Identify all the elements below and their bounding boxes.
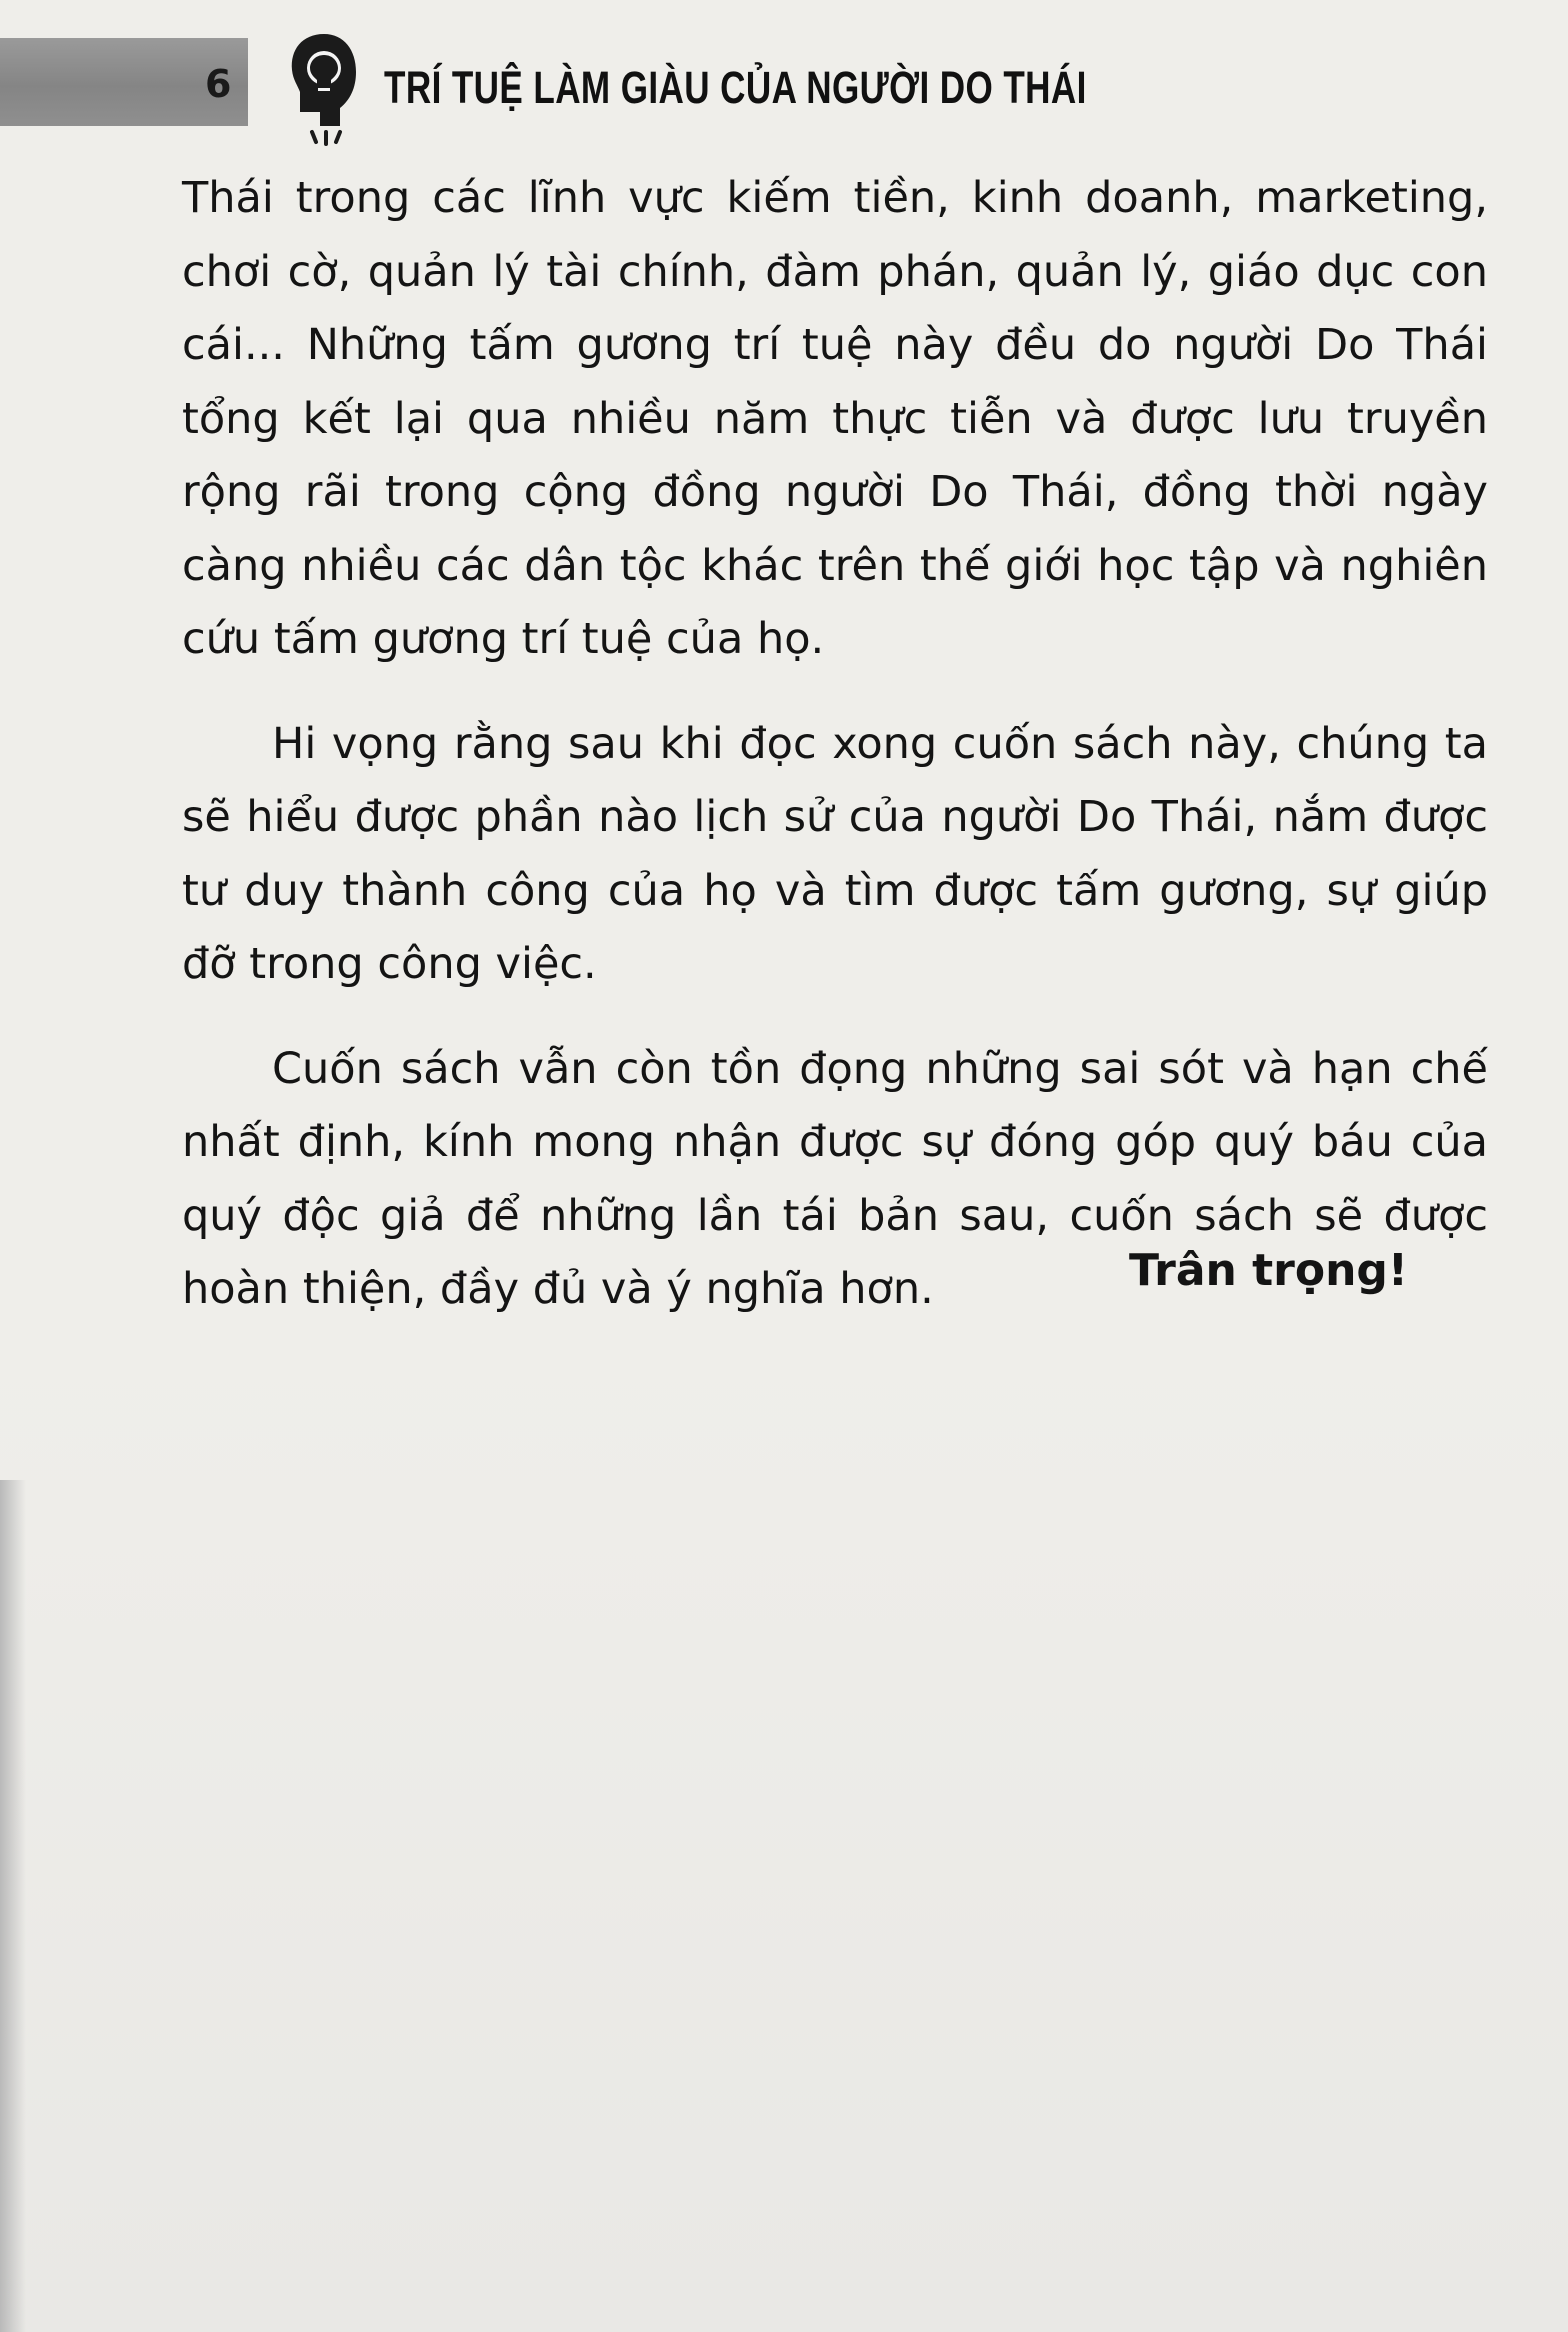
running-title: TRÍ TUỆ LÀM GIÀU CỦA NGƯỜI DO THÁI [384, 62, 1087, 113]
paragraph-1: Thái trong các lĩnh vực kiếm tiền, kinh doanh, marketing, chơi cờ, quản lý tài chính, đàm phán, quản lý, giáo dục con cái... Những tấm gương trí tuệ này đều do người Do Thái tổng kết lại qua nhiều năm thực tiễn và được lưu truyền rộng rãi trong cộng đồng người Do Thái, đồng thời ngày càng nhiều các dân tộc khác trên thế giới học tập và nghiên cứu tấm gương trí tuệ của họ. [182, 173, 1488, 664]
paragraph-2: Hi vọng rằng sau khi đọc xong cuốn sách này, chúng ta sẽ hiểu được phần nào lịch sử của người Do Thái, nắm được tư duy thành công của họ và tìm được tấm gương, sự giúp đỡ trong công việc. [182, 718, 1488, 989]
paragraph-3: Cuốn sách vẫn còn tồn đọng những sai sót và hạn chế nhất định, kính mong nhận được sự đóng góp quý báu của quý độc giả để những lần tái bản sau, cuốn sách sẽ được hoàn thiện, đầy đủ và ý nghĩa hơn. [182, 1043, 1488, 1314]
body-text [182, 162, 1488, 1327]
lower-page-area [0, 1340, 1568, 2332]
signoff: Trân trọng! [1128, 1245, 1408, 1296]
page-number: 6 [205, 62, 232, 106]
head-bulb-icon [286, 28, 362, 146]
page-edge-shadow [0, 1480, 26, 2332]
